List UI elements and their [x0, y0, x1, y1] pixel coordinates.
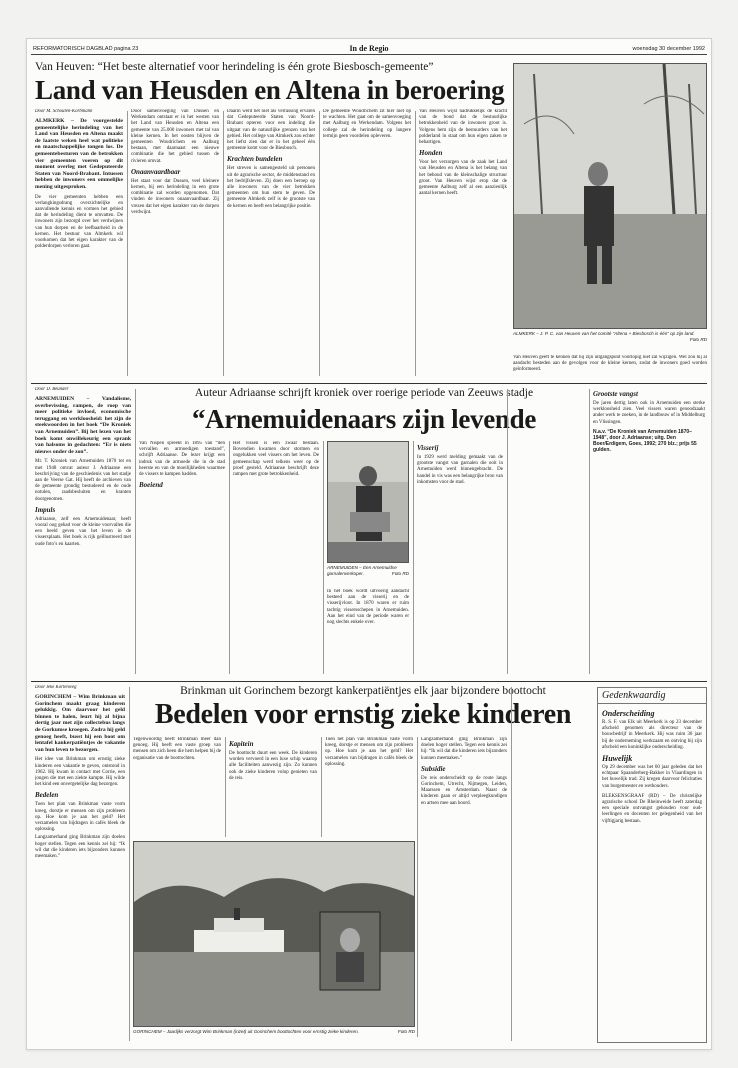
article2-body-7: De jaren dertig laten ook in Arnemuiden een sterke werkloosheid zien. Veel vissers waren genoodzaakt ander werk te zoeken, in de landbouw of in Middelburg en Vlissingen.	[593, 401, 705, 425]
article1-body-7: Van Heuven wijst nadrukkelijk de kracht van de bond dat de bestuurlijke betrokkenheid van de inwoners groot is. Volgens hem zijn de bestuurders van het polderland in staat om hun eigen zaken te behartigen.	[419, 109, 507, 146]
article1-kicker-wrap	[35, 61, 595, 75]
article1-column-2	[131, 109, 219, 379]
article3-byline: Door Ieke Kortenweg	[35, 685, 77, 690]
article3-headline-wrap	[133, 699, 593, 733]
article1-body-1: De vier gemeenten hebben een verlangkingsdrang overzichtelijke en aanvullende kennis en vormen het gebied dat de herindeling dient te omvatten. De inwoners zijn bezorgd over het verdwijnen van hun dorpen en de leefbaarheid in de kernen. Het bestuur van Almkerk wil voorkomen dat het eigen karakter van de polderdorpen verloren gaat.	[35, 194, 123, 250]
article1-column-3	[227, 109, 315, 379]
article2-column-2	[139, 441, 225, 677]
article2-caption-wrap	[327, 565, 409, 587]
article1-headline-wrap	[35, 75, 595, 107]
article2-column-1	[35, 387, 131, 677]
article1-body-8: De gemeente Woudrichem zit hier niet op te wachten. Het gaat om de samenvoeging met Aalburg en Werkendam. Volgens het college zal de herindeling op langere termijn geen voordelen opleveren.	[323, 109, 411, 139]
boat-photo-illustration	[134, 842, 415, 1027]
article3-kicker-wrap	[133, 685, 593, 699]
article2-column-3	[233, 441, 319, 677]
article3-body-3: Langzamerhand ging Brinkman zijn doelen hoger stellen. Tegen een kennis zei hij: “Ik wil dat die kinderen iets bijzonders kunnen meemaken.”	[35, 835, 125, 859]
article3-body-2: Toen het plan van Brinkman vaste vorm kreeg, dorstje er mensen om zijn probleem op. Hoe kom je aan het geld? Het verzamelen van bijdragen in cafés bleek de oplossing.	[35, 802, 125, 833]
sidebar-item-3: BLEKSENSGRAAF (RD) – De christelijke agrarische school De Rheinweide heeft zaterdag een speciale ontvangst gehouden voor oud-leerlingen en docenten ter gelegenheid van het vijftigjarig bestaan.	[602, 793, 702, 824]
article3-body-1: Het idee van Brinkman om ernstig zieke kinderen een vakantie te geven, ontstond in 1962. Hij kwam in contact met Corrie, een jongen die met een ziekte kampte. Hij wilde het kind een onvergetelijke dag bezorgen.	[35, 757, 125, 788]
article3-caption-wrap	[133, 1029, 415, 1041]
article2-column-5	[417, 441, 503, 677]
article3-headline: Bedelen voor ernstig zieke kinderen	[154, 699, 572, 730]
article2-sub-boeiend: Boeiend	[139, 481, 163, 490]
article3-column-4	[325, 737, 413, 837]
article1-column-5	[419, 109, 507, 379]
article2-body-4: Het vissen is een zwaar bestaan. Bovendien kwamen door stormen en ongelukken veel vissers om het leven. De gemeenschap werd telkens weer op de proef gesteld. Adriaanse beschrijft deze rampen met grote betrokkenheid.	[233, 441, 319, 478]
article1-column-4	[323, 109, 411, 379]
article2-sub-impuls: Impuls	[35, 505, 56, 514]
article1-kicker: Van Heuven: “Het beste alternatief voor herindeling is één grote Biesbosch-gemeente”	[35, 61, 434, 73]
article1-body-4: Het streven is samengesteld uit personen uit de agrarische sector, de middenstand en het bedrijfsleven. Zij doen een beroep op alle inwoners van de vier betrokken gemeenten om hun stem te geven. De gemeente Almkerk zelf is de grootste van de kernen en heeft een belangrijke positie.	[227, 166, 315, 209]
article2-photo	[327, 441, 409, 563]
masthead	[31, 43, 707, 55]
sidebar-body-1: R. S. F. van Elk uit Meerkerk is op 23 december afscheid genomen als directeur van de bouwbedrijf in Meerkerk. Hij was ruim 30 jaar bij de onderneming werkzaam en ontving bij zijn afscheid een koninklijke onderscheiding.	[602, 720, 702, 750]
article2-body-3: Van Nispen spreekt in 1895 van “den vervallen en armoedigen toestand”, schrijft Adriaanse. De lezer krijgt een indruk van de armoede die in de stad heerste en van de moeilijkheden waarmee de vissers te kampen hadden.	[139, 441, 225, 478]
article1-byline: Door M. Schouten-Korbmann	[35, 109, 93, 114]
article1-body-5: Het staat voor dat Dussen, veel kleinere kernen, bij een herindeling in een grote combinatie zal worden opgenomen. Dat vinden de inwoners onaanvaardbaar. Zij vrezen dat het eigen karakter van de dorpen verdwijnt.	[131, 178, 219, 215]
article2-headline-wrap	[139, 403, 589, 437]
article3-body-5: De reis onderscheidt op de route langs Gorinchem, Utrecht, Nijmegen, Leiden, Maarssen en Amsterdam. Naast de kinderen gaan er altijd verpleegkundigen en artsen mee aan boord.	[421, 775, 507, 806]
article2-body-2: Adriaanse, zelf een Arnemuidenaar, heeft vooral oog gehad voor de kleine voorvallen die een beeld geven van het leven in de vissersplaats. Het boek is rijk geïllustreerd met oude foto’s en kaarten.	[35, 516, 131, 547]
gedenkwaardig-sidebar	[597, 687, 707, 1043]
article2-infobox: N.a.v. “De Kroniek van Arnemuiden 1870–1948”, door J. Adriaanse; uitg. Den Boer/Erdigem, Goes, 1992; 270 blz.; prijs 55 gulden.	[593, 428, 697, 453]
article1-lead: ALMKERK – De voorgestelde gemeentelijke herindeling van het Land van Heusden en Altena maakt de laatste weken heel wat politieke en maatschappelijke tongen los. De gemeentebesturen van de betrokken vier gemeenten voeren op dit moment overleg met Gedeputeerde Staten van Noord-Brabant. Intussen hebben de inwoners een ommelijke mening uitgesproken.	[35, 118, 123, 190]
article1-body-3: Daarin werd het niet als verrassing ervaren dat Gedeputeerde Staten van Noord-Brabant opteren voor een indeling die uitgaat van de natuurlijke grenzen van het gebied. Het college van Almkerk zou echter het liefst zien dat er in het geheel één gemeente komt voor de Biesbosch.	[227, 109, 315, 152]
article3-sub-kapitein: Kapitein	[229, 740, 254, 748]
masthead-date: woensdag 30 december 1992	[632, 46, 705, 52]
newspaper-page	[26, 38, 712, 1050]
article2-body-6: In 1929 werd melding gemaakt van de grootste vangst van garnalen die ooit in Arnemuiden werd binnengebracht. De handel in vis was een belangrijke bron van inkomsten voor de stad.	[417, 455, 503, 485]
article1-body-2: Door samenvoeging van Dussen en Werkendam ontstaat er in het westen van het Land van Heusden en Altena een gemeente van 25.000 inwoners met tal van kleine kernen. In het oosten blijven de gemeenten Woudrichem en Aalburg bestaan, met daarnaast een nieuwe combinatie die het gebied tussen de rivieren omvat.	[131, 109, 219, 164]
article3-kicker: Brinkman uit Gorinchem bezorgt kankerpatiëntjes elk jaar bijzondere boottocht	[180, 685, 546, 697]
article1-column-1	[35, 109, 123, 379]
article3-caption: GORINCHEM – Jaarlijks verzorgt Wim Brinkman (inzet) uit Gorinchem boottochten voor ernstig zieke kinderen.	[133, 1029, 359, 1034]
article1-column-6	[513, 355, 707, 381]
article2-headline: “Arnemuidenaars zijn levende	[191, 404, 537, 434]
sidebar-sub-huwelijk: Huwelijk	[602, 754, 633, 764]
article1-sub-honden: Honden	[419, 149, 443, 158]
article2-column-6	[593, 387, 705, 677]
article3-lead: GORINCHEM – Wim Brinkman uit Gorinchem maakt graag kinderen gelukkig. Om daarvoor het geld binnen te halen, leurt hij al bijna dertig jaar met zijn collectebus langs de Gorkumse kroegen. Zodra hij geld genoeg heeft, busst hij een boot om lentafel kankerpatiëntjes de vakantie van hun leven te bezorgen.	[35, 694, 125, 753]
article2-caption: ARNEMUIDEN – Een Arnemuidse garnalenverkoper.	[327, 565, 397, 576]
article2-kicker: Auteur Adriaanse schrijft kroniek over roerige periode van Zeeuws stadje	[194, 387, 534, 399]
article2-body-1: Mr. T. Kroniek van Arnemuiden 1870 tot en met 1948 omvat auteur J. Adriaanse een beschrijving van de geschiedenis van het stadje aan de Veerse Gat. Hij heeft de archieven van de gemeente grondig bestudeerd en de oude notulen, raadsbesluiten en kranten doorgenomen.	[35, 459, 131, 502]
article3-column-2	[133, 737, 221, 837]
article3-column-3	[229, 737, 317, 837]
article1-photo	[513, 63, 707, 329]
article1-photo-credit: Foto RD	[689, 336, 707, 342]
masthead-section: In de Regio	[349, 44, 389, 53]
farmer-photo-illustration	[514, 64, 707, 329]
article3-body-3b: Langzamerhand ging Brinkman zijn doelen hoger stellen. Tegen een kennis zei hij: “Ik wil dat die kinderen iets bijzonders kunnen meemaken.”	[421, 737, 507, 761]
sidebar-sub-onderscheiding: Onderscheiding	[602, 709, 655, 718]
article3-sub-subsidie: Subsidie	[421, 764, 446, 773]
article2-lead: ARNEMUIDEN – Vandalisme, overbevissing, rampen, de roep van meer politieke invloed, economische teruggang en werkloosheid: het zijn de steekwoorden in het boek “De Kroniek van Arnemuiden”. Bij het lezen van het boek komt onwillekeurig een sprank van halsoms in gedachten: “Er is niets nieuws onder de zon”.	[35, 396, 131, 455]
sidebar-title: Gedenkwaardig	[598, 688, 706, 704]
article3-body-4: Tegenwoordig heeft Brinkman meer dan genoeg. Hij heeft een vaste groep van mensen om zich heen die hem helpen bij de organisatie van de boottochten.	[133, 737, 221, 761]
article2-kicker-wrap	[139, 387, 589, 403]
article1-caption: ALMKERK – J. P. C. van Heuven van het comité “Altena + Biesbosch is één” op zijn land.	[513, 331, 695, 336]
article3-column-5	[421, 737, 507, 1041]
article2-photo-credit: Foto RD	[391, 570, 409, 576]
article3-sub-bedelen: Bedelen	[35, 791, 59, 800]
article3-photo-credit: Foto RD	[397, 1029, 415, 1034]
article2-sub-grootste-vangst: Grootste vangst	[593, 390, 638, 398]
article3-body-2b: Toen het plan van Brinkman vaste vorm kreeg, dorstje er mensen om zijn probleem op. Hoe kom je aan het geld? Het verzamelen van bijdragen in cafés bleek de oplossing.	[325, 737, 413, 767]
garnalenverkoper-photo-illustration	[328, 442, 409, 563]
article3-photo	[133, 841, 415, 1027]
article2-sub-visserij: Visserij	[417, 444, 439, 452]
article1-sub-krachten: Krachten bundelen	[227, 155, 283, 164]
article1-sub-onaanvaardbaar: Onaanvaardbaar	[131, 167, 181, 176]
masthead-paper-name: REFORMATORISCH DAGBLAD pagina 23	[33, 46, 139, 52]
article3-column-1	[35, 685, 125, 1043]
sidebar-body-2: Op 29 december was het 60 jaar geleden dat het echtpaar Spaanderberg-Bakker in Vlaardingen in het huwelijk trad. Zij kregen daarvoor felicitaties van burgemeester en wethouders.	[602, 765, 702, 789]
article1-caption-wrap	[513, 331, 707, 355]
article1-body-9: Van Heuven geeft te kennen dat hij zijn uitgangspunt voorlopig niet zal wijzigen. Wel zou hij al aandacht besteden aan de gevolgen voor de kleine kernen, zodat de inwoners goed worden geïnformeerd.	[513, 355, 707, 373]
article3-body-6: De boottocht duurt een week. De kinderen worden vervoerd in een luxe schip waarop alle faciliteiten aanwezig zijn. Zo kunnen ook de zieke kinderen volop genieten van de reis.	[229, 751, 317, 781]
sidebar-content	[598, 704, 706, 1034]
article2-byline: Door D. Beunder	[35, 387, 69, 392]
article2-column-4	[327, 589, 409, 677]
article2-body-5: In het boek wordt uitvoerig aandacht besteed aan de visserij en de visserijvloot. In 1870 waren er ruim tachtig vissersschepen in Arnemuiden. Aan het eind van de periode waren er nog slechts enkele over.	[327, 589, 409, 626]
article1-headline: Land van Heusden en Altena in beroering	[35, 75, 505, 105]
article1-body-6: Voor het verzorgen van de zaak het Land van Heusden en Altena is het belang van het behoud van de kleinschalige structuur groot. Van Heuven wijst erop dat de gemeente Aalburg zelf al een aanzienlijk aantal kernen heeft.	[419, 160, 507, 197]
